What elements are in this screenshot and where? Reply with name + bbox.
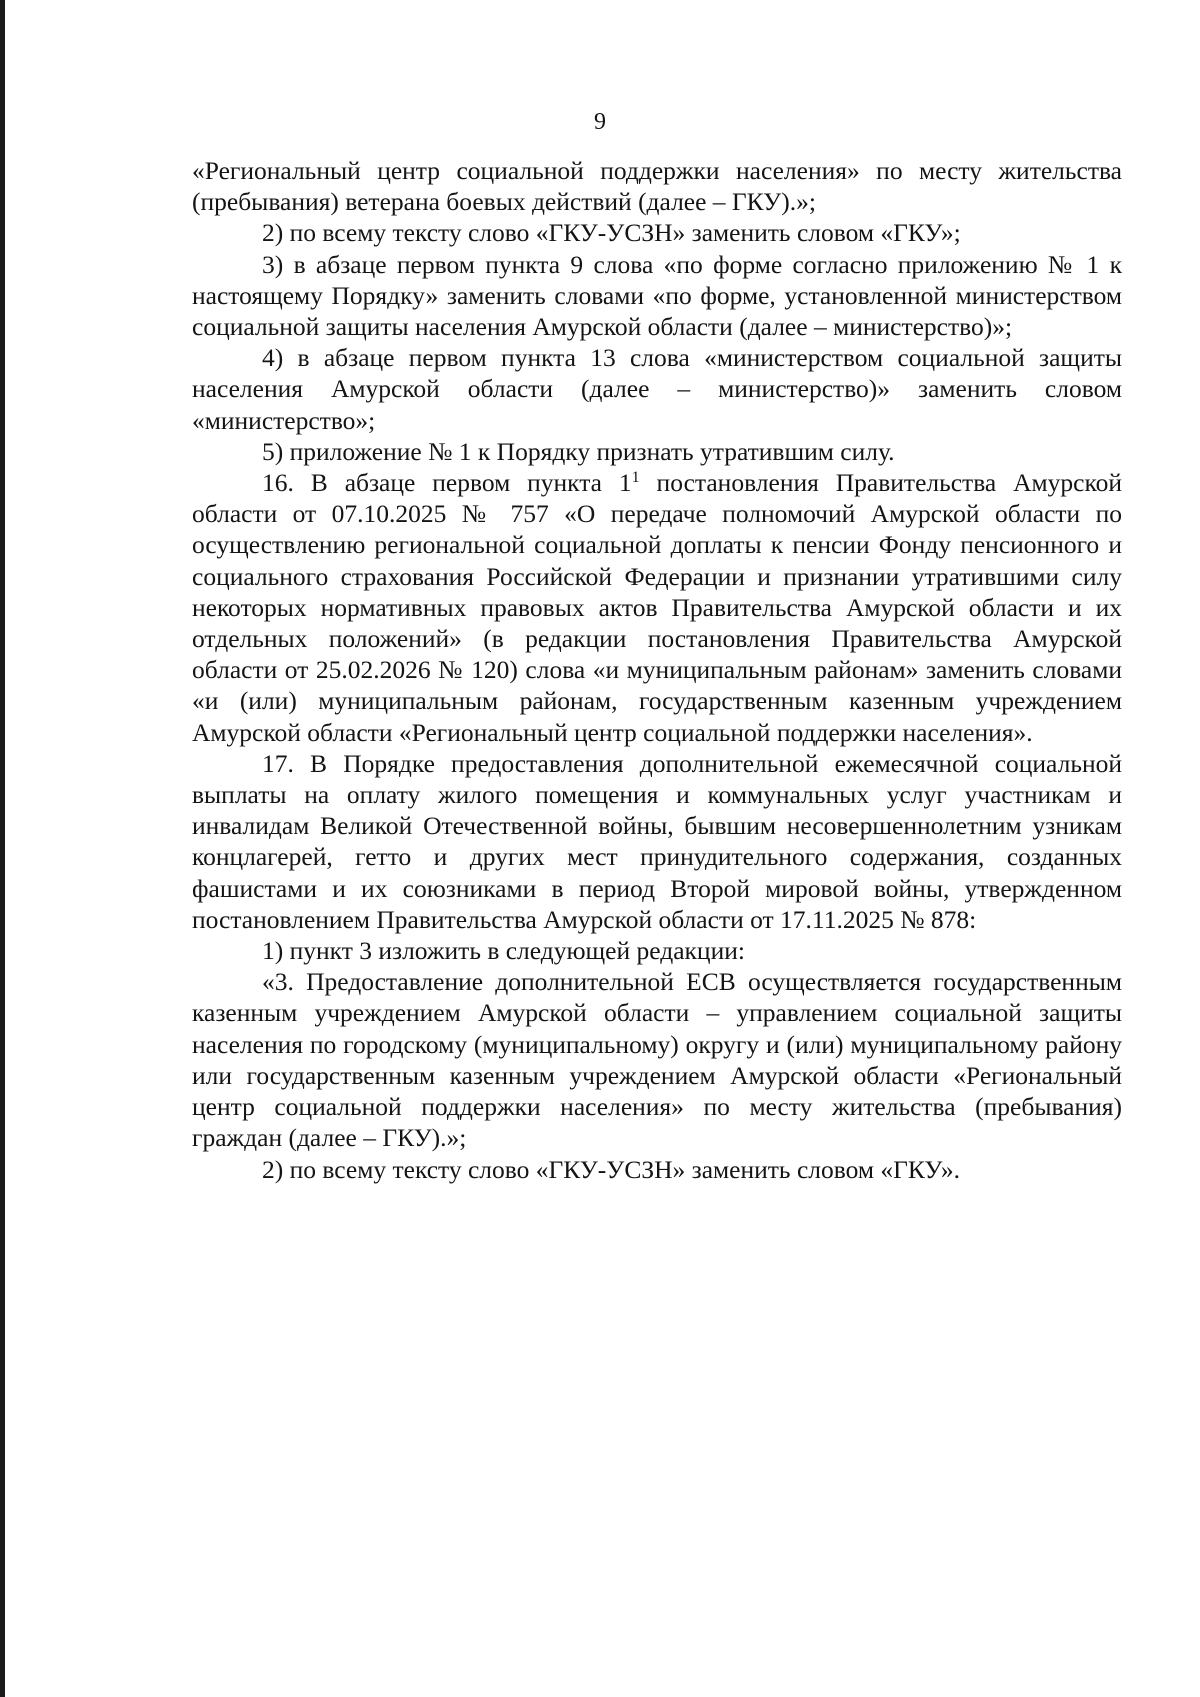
paragraph-quoted-item-3: «3. Предоставление дополнительной ЕСВ осуществляется государственным казенным учреждением Амурской области – управлением социальной защиты населения по городскому (муниципальному) округу и (или) муниципальному району или государственным казенным учреждением Амурской области «Региональный центр социальной поддержки населения» по месту жительства (пребывания) граждан (далее – ГКУ).»; [192,967,1122,1153]
paragraph-item-5: 5) приложение № 1 к Порядку признать утратившим силу. [262,436,895,466]
paragraph-section-16 [192,467,1122,748]
section-16-text-start: 16. В абзаце первом пункта 1 [262,468,632,498]
superscript: 1 [631,469,640,487]
paragraph-continuation: «Региональный центр социальной поддержки населения» по месту жительства (пребывания) ветерана боевых действий (далее – ГКУ).»; [192,156,1122,217]
document-body [192,155,1122,1185]
paragraph-item-3: 3) в абзаце первом пункта 9 слова «по форме согласно приложению № 1 к настоящему Порядку» заменить словами «по форме, установленной министерством социальной защиты населения Амурской области (далее – министерство)»; [192,249,1122,342]
page-number: 9 [594,109,606,135]
section-16-text-rest: постановления Правительства Амурской области от 07.10.2025 № 757 «О передаче полномочий Амурской области по осуществлению региональной социальной доплаты к пенсии Фонду пенсионного и социального страхования Российской Федерации и признании утратившими силу некоторых нормативных правовых актов Правительства Амурской области и их отдельных положений» (в редакции постановления Правительства Амурской области от 25.02.2026 № 120) слова «и муниципальным районам» заменить словами «и (или) муниципальным районам, государственным казенным учреждением Амурской области «Региональный центр социальной поддержки населения». [192,468,1122,747]
scan-edge [0,0,5,1697]
paragraph-section-17: 17. В Порядке предоставления дополнительной ежемесячной социальной выплаты на оплату жилого помещения и коммунальных услуг участникам и инвалидам Великой Отечественной войны, бывшим несовершеннолетним узникам концлагерей, гетто и других мест принудительного содержания, созданных фашистами и их союзниками в период Второй мировой войны, утвержденном постановлением Правительства Амурской области от 17.11.2025 № 878: [192,748,1122,934]
paragraph-item-2-final: 2) по всему тексту слово «ГКУ-УСЗН» заменить словом «ГКУ». [262,1154,960,1184]
paragraph-item-1: 1) пункт 3 изложить в следующей редакции: [262,936,745,966]
paragraph-item-2: 2) по всему тексту слово «ГКУ-УСЗН» заменить словом «ГКУ»; [262,218,961,248]
paragraph-item-4: 4) в абзаце первом пункта 13 слова «министерством социальной защиты населения Амурской области (далее – министерство)» заменить словом «министерство»; [192,343,1122,435]
